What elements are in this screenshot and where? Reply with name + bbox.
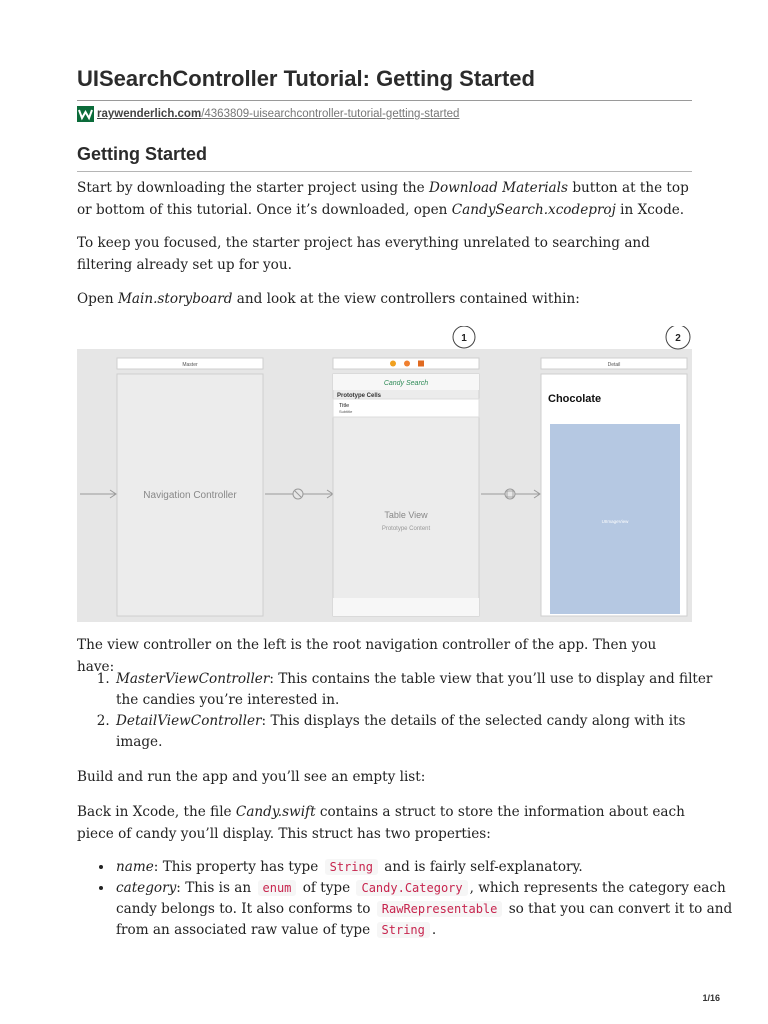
text-span: Back in Xcode, the file bbox=[77, 804, 236, 820]
emphasis-download-materials: Download Materials bbox=[429, 180, 568, 196]
paragraph-root-nav: The view controller on the left is the root navigation controller of the app. Then you have: bbox=[77, 637, 657, 675]
prototype-content-label: Prototype Content bbox=[381, 526, 431, 532]
detail-header-label: Detail bbox=[607, 362, 621, 368]
text-span: and look at the view controllers contained within: bbox=[232, 291, 580, 307]
paragraph-focus: To keep you focused, the starter project has everything unrelated to searching and filtering already set up for you. bbox=[77, 235, 650, 273]
list-item bbox=[114, 669, 734, 711]
exit-icon bbox=[418, 361, 424, 367]
cell-title: Title bbox=[339, 403, 350, 409]
paragraph-storyboard bbox=[77, 289, 697, 311]
view-controllers-list bbox=[77, 669, 734, 753]
emphasis-storyboard: Main.storyboard bbox=[117, 291, 233, 307]
code-string: String bbox=[325, 859, 378, 875]
prototype-cells-label: Prototype Cells bbox=[337, 393, 382, 399]
text-span: button at the top or bottom of this tutorial. Once it’s downloaded, open bbox=[77, 180, 689, 218]
list-item-name-property bbox=[114, 857, 734, 878]
first-responder-icon bbox=[404, 361, 410, 367]
text-span: so that you can convert it to and from an associated raw value of type bbox=[116, 901, 733, 938]
master-header-label: Master bbox=[182, 362, 198, 368]
emphasis-project-file: CandySearch.xcodeproj bbox=[451, 201, 616, 218]
page-number: 1/16 bbox=[702, 993, 720, 1003]
term-name: name bbox=[116, 859, 154, 875]
list-item-category-property bbox=[114, 878, 734, 941]
navigation-controller-label: Navigation Controller bbox=[143, 490, 237, 501]
list-item-text: : This contains the table view that you’ll use to display and filter the candies you’re interested in. bbox=[116, 671, 713, 708]
badge-2-label: 2 bbox=[675, 333, 681, 344]
section-heading: Getting Started bbox=[77, 144, 692, 172]
raywenderlich-logo-icon bbox=[77, 106, 94, 122]
list-item bbox=[114, 711, 734, 753]
source-link[interactable] bbox=[77, 106, 459, 122]
vc-dock-icon bbox=[390, 361, 396, 367]
paragraph-intro bbox=[77, 178, 697, 221]
list-item-term: MasterViewController bbox=[116, 671, 270, 687]
candy-search-title: Candy Search bbox=[383, 380, 429, 387]
table-view-label: Table View bbox=[384, 510, 428, 520]
chocolate-label: Chocolate bbox=[548, 393, 602, 405]
text-span: Open bbox=[77, 291, 118, 307]
text-span: in Xcode. bbox=[615, 201, 685, 218]
show-detail-segue-icon bbox=[505, 489, 515, 499]
badge-1 bbox=[453, 326, 475, 348]
code-string-2: String bbox=[377, 922, 430, 938]
cell-subtitle: Subtitle bbox=[339, 409, 353, 414]
badge-1-label: 1 bbox=[461, 333, 467, 344]
page-title: UISearchController Tutorial: Getting Started bbox=[77, 66, 692, 101]
text-span: Start by downloading the starter project using the bbox=[77, 180, 430, 196]
master-toolbar bbox=[333, 598, 479, 616]
code-candy-category: Candy.Category bbox=[356, 880, 467, 896]
code-enum: enum bbox=[258, 880, 297, 896]
image-view-label: UIImageView bbox=[601, 519, 629, 524]
storyboard-figure bbox=[77, 326, 692, 622]
list-item-text: : This displays the details of the selected candy along with its image. bbox=[116, 713, 686, 750]
source-domain[interactable]: raywenderlich.com bbox=[97, 108, 202, 120]
properties-list bbox=[77, 857, 734, 941]
text-span: : This is an bbox=[176, 880, 256, 896]
text-span: : This property has type bbox=[153, 859, 323, 875]
source-path[interactable]: /4363809-uisearchcontroller-tutorial-getting-started bbox=[201, 108, 460, 120]
code-raw-representable: RawRepresentable bbox=[377, 901, 503, 917]
list-item-term: DetailViewController bbox=[116, 713, 262, 729]
paragraph-build-run: Build and run the app and you’ll see an empty list: bbox=[77, 769, 426, 785]
paragraph-candy-swift bbox=[77, 802, 697, 845]
text-span: , which represents the category each candy belongs to. It also conforms to bbox=[116, 880, 726, 917]
prototype-cell bbox=[333, 399, 479, 417]
text-span: . bbox=[431, 922, 437, 938]
text-span: of type bbox=[298, 880, 355, 896]
emphasis-candy-swift: Candy.swift bbox=[235, 804, 316, 820]
text-span: and is fairly self-explanatory. bbox=[379, 859, 583, 875]
badge-2 bbox=[666, 326, 690, 349]
term-category: category bbox=[116, 880, 177, 896]
text-span: contains a struct to store the information about each piece of candy you’ll display. This struct has two properties: bbox=[77, 804, 685, 842]
